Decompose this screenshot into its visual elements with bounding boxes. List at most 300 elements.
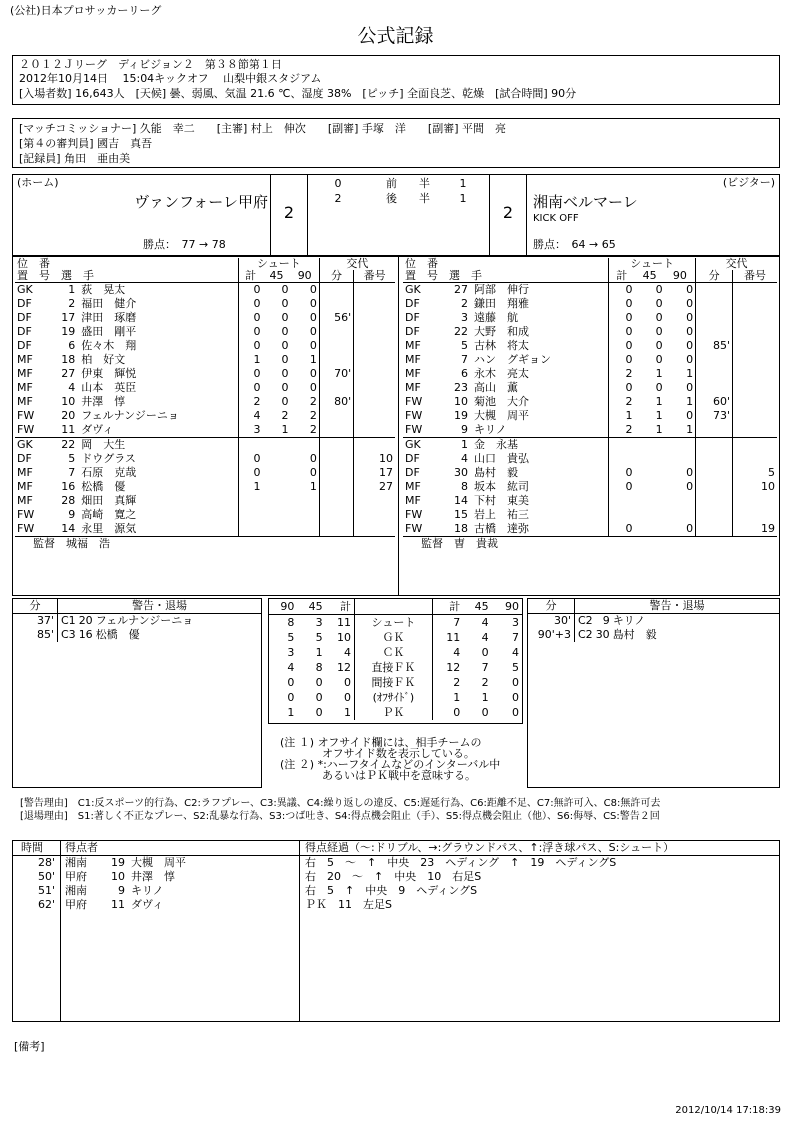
player-name: 福田 健介 [81,297,137,310]
goal-time: 28' [37,856,55,869]
player-sub-minute [696,522,733,537]
player-sub-number [733,381,777,395]
player-sub-number [354,423,395,438]
stats-table [269,599,522,720]
player-sub-minute [319,409,353,423]
player-sub-minute [319,339,353,353]
player-name: 盛田 剛平 [81,325,137,338]
player-name: 遠藤 航 [474,311,519,324]
player-sub-number: 10 [733,480,777,494]
player-sub-number [733,297,777,311]
player-sub-minute [319,283,353,298]
player-sub-number [354,353,395,367]
player-sub-minute: 70' [319,367,353,381]
stat-home-45: 3 [315,616,323,629]
stat-away-total: 2 [432,675,463,690]
goal-team: 甲府 [65,898,87,911]
player-name: 佐々木 翔 [81,339,137,352]
player-number: 1 [48,283,79,298]
player-position: MF [405,353,421,366]
goal-route: 右 5 ↑ 中央 9 ヘディングS [305,884,478,897]
card-detail [58,628,262,642]
player-name: 井澤 惇 [81,395,126,408]
player-sub-number: 10 [354,452,395,466]
player-shots-45: 0 [281,395,289,408]
away-manager: 監督 曺 貴裁 [403,537,777,552]
away-player-row [403,494,777,508]
player-number: 17 [61,311,76,324]
home-player-row [15,466,395,480]
player-shots-45: 2 [281,409,289,422]
player-position: DF [17,297,32,310]
player-name: キリノ [474,423,507,436]
away-header-total: 計 [609,270,635,283]
card-num: 9 [602,614,610,627]
player-position: DF [405,297,420,310]
player-sub-minute [696,466,733,480]
player-name: ダヴィ [81,423,114,436]
player-shots-90 [291,438,320,453]
stat-home-total: 0 [326,675,355,690]
stat-home-45: 0 [315,691,323,704]
stat-home-total: 12 [326,660,355,675]
player-shots-total: 0 [609,297,635,311]
player-name: 金 永基 [472,438,609,453]
player-sub-minute [319,480,353,494]
player-shots-90: 1 [686,395,694,408]
player-sub-minute: 56' [319,311,353,325]
home-score-total: 2 [283,203,295,222]
home-player-row [15,494,395,508]
player-name: 津田 琢磨 [81,311,137,324]
card-detail [575,614,780,629]
stats-row [269,675,522,690]
player-position: FW [17,522,35,535]
goal-time: 51' [37,884,55,897]
player-sub-number [354,438,395,453]
stat-home-90: 4 [287,661,295,674]
player-position: MF [405,480,421,493]
player-sub-minute: 60' [696,395,733,409]
home-player-row [15,283,395,298]
player-sub-number [354,311,395,325]
away-header-pos: 位 番 [405,257,438,270]
away-second-half: 1 [459,192,467,205]
remarks-label: [備考] [14,1040,45,1053]
player-sub-number: 19 [733,522,777,537]
player-shots-45: 0 [635,283,665,298]
player-shots-90 [665,438,696,453]
player-sub-number [354,367,395,381]
stat-home-45: 0 [315,676,323,689]
home-player-row [15,311,395,325]
stat-away-45: 1 [481,691,489,704]
player-sub-number [733,409,777,423]
player-sub-minute [319,508,353,522]
goal-team: 湘南 [65,856,87,869]
player-number: 4 [68,381,76,394]
player-number: 22 [48,438,79,453]
player-shots-total: 2 [609,395,635,409]
stat-label: 直接ＦＫ [371,661,416,674]
player-sub-number [733,325,777,339]
officials-box [12,118,780,168]
player-number: 11 [61,423,76,436]
player-number: 3 [461,311,469,324]
player-number: 9 [461,423,469,436]
player-sub-minute [696,381,733,395]
officials-line-3: [記録員] 角田 亜由美 [19,152,131,165]
home-header-num: 番号 [354,270,395,283]
player-name: 永里 源気 [81,522,137,535]
stat-label: ＰＫ [382,706,405,719]
stat-label: (ｵﾌｻｲﾄﾞ) [372,691,415,704]
player-number: 10 [454,395,469,408]
player-shots-90: 0 [309,367,317,380]
player-shots-90: 0 [309,339,317,352]
player-name: 山口 貴弘 [474,452,530,465]
card-minute: 85' [13,628,58,642]
player-sub-minute [696,494,733,508]
home-player-row [15,409,395,423]
player-sub-minute [696,508,733,522]
goal-route: ＰＫ 11 左足S [305,898,392,911]
player-number: 1 [439,438,473,453]
player-name: 荻 晃太 [79,283,238,298]
stat-away-90: 0 [512,691,519,704]
player-name: ドウグラス [81,452,136,465]
stat-away-90: 0 [512,706,519,719]
stat-home-45: 0 [315,706,323,719]
stat-away-45: 4 [481,616,489,629]
card-code: C1 [61,614,76,627]
away-header-pos2: 置 号 選 手 [405,269,482,282]
player-shots-90 [665,508,696,522]
card-code: C3 [61,628,76,641]
goal-row [13,884,779,898]
player-sub-minute [696,367,733,381]
player-sub-minute: 80' [319,395,353,409]
player-number: 7 [68,466,76,479]
player-shots-90: 0 [309,297,317,310]
away-player-row [403,423,777,438]
player-sub-number [354,325,395,339]
player-sub-number [733,423,777,438]
away-cards-table [528,599,779,642]
player-shots-total [238,522,262,537]
card-num: 30 [595,628,610,641]
player-shots-total: 2 [238,395,262,409]
player-position: FW [17,423,35,436]
goal-player-name: キリノ [131,884,164,897]
player-position: GK [15,283,48,298]
player-name: 古橋 達弥 [474,522,530,535]
player-shots-90: 0 [665,283,696,298]
player-shots-45: 0 [281,311,289,324]
player-sub-minute [696,325,733,339]
stats-away-90-header: 90 [505,600,519,613]
second-half-label: 後 半 [386,192,430,205]
home-card-row [13,628,261,642]
player-shots-90: 1 [309,480,317,493]
player-shots-90: 0 [309,452,317,465]
stat-away-90: 0 [512,676,519,689]
goal-route: 右 20 〜 ↑ 中央 10 右足S [305,870,482,883]
player-sub-number [733,367,777,381]
stats-row [269,645,522,660]
away-player-row [403,339,777,353]
dismissal-reasons: [退場理由] S1:著しく不正なプレー、S2:乱暴な行為、S3:つば吐き、S4:得点機会阻止（手）、S5:得点機会阻止（他）、S6:侮辱、CS:警告２回 [20,811,660,822]
stat-label: ＣＫ [382,646,405,659]
player-sub-minute [319,423,353,438]
home-header-pos: 位 番 [17,257,50,270]
player-shots-total: 0 [238,297,262,311]
home-player-row [15,480,395,494]
player-shots-90: 2 [309,423,317,436]
score-box [12,174,780,256]
player-sub-minute [319,522,353,537]
player-shots-90: 1 [686,367,694,380]
home-header-45: 45 [269,269,284,282]
stats-home-90-header: 90 [280,600,295,613]
player-number: 7 [461,353,469,366]
away-player-row [403,311,777,325]
player-shots-total: 0 [609,353,635,367]
player-sub-minute [696,438,733,453]
player-number: 19 [61,325,76,338]
player-shots-45 [262,480,290,494]
player-position: DF [405,466,420,479]
player-sub-minute [319,297,353,311]
away-lineup-table [403,258,777,551]
player-shots-total: 0 [238,283,262,298]
away-header-45: 45 [642,269,657,282]
player-position: FW [17,409,35,422]
home-player-row [15,438,395,453]
player-name: 坂本 紘司 [474,480,530,493]
player-shots-total: 1 [609,409,635,423]
player-sub-minute [319,494,353,508]
warning-reasons: [警告理由] C1:反スポーツ的行為、C2:ラフプレー、C3:異議、C4:繰り返しの違反、C5:遅延行為、C6:距離不足、C7:無許可入、C8:無許可去 [20,798,661,809]
goals-list [13,856,779,912]
note-1b: オフサイド数を表示している。 [322,747,475,760]
away-header-num: 番号 [733,270,777,283]
player-shots-45: 0 [281,381,289,394]
player-position: FW [405,395,423,408]
player-position: GK [403,438,439,453]
stats-home-45-header: 45 [308,600,323,613]
note-2b: あるいはＰＫ戦中を意味する。 [322,769,476,782]
player-shots-45: 0 [281,353,289,366]
player-number: 5 [68,452,76,465]
player-position: MF [17,353,33,366]
stat-home-90: 0 [287,691,295,704]
card-name: 島村 毅 [612,628,657,641]
player-shots-total: 0 [609,339,635,353]
player-sub-minute [696,311,733,325]
player-shots-45: 0 [281,339,289,352]
away-player-row [403,466,777,480]
player-sub-number [354,339,395,353]
player-shots-90: 1 [309,353,317,366]
home-cards-min-header: 分 [13,599,58,614]
player-shots-45 [635,522,665,537]
officials-line-1: [マッチコミッショナー] 久能 幸二 [主審] 村上 伸次 [副審] 手塚 洋 [副審] 平間 亮 [19,122,506,135]
player-shots-total: 0 [238,339,262,353]
player-shots-45 [262,466,290,480]
player-position: MF [17,367,33,380]
home-header-shoot: シュート [238,258,319,270]
player-name: 岡 大生 [79,438,238,453]
player-shots-45: 0 [655,325,663,338]
player-shots-total: 0 [238,466,262,480]
goal-player-name: ダヴィ [131,898,164,911]
goals-time-header: 時間 [21,841,43,854]
player-sub-number [354,494,395,508]
player-shots-45: 0 [655,311,663,324]
player-sub-number [354,283,395,298]
player-shots-45: 0 [655,297,663,310]
player-sub-number [733,508,777,522]
player-shots-90: 1 [686,423,694,436]
player-shots-total: 1 [238,480,262,494]
home-label: (ホーム) [17,176,59,189]
away-player-row [403,367,777,381]
player-number: 9 [68,508,76,521]
home-header-90: 90 [297,269,312,282]
player-sub-minute: 85' [696,339,733,353]
player-shots-total [609,452,635,466]
stat-home-90: 3 [287,646,295,659]
player-position: FW [405,508,423,521]
home-team-name: ヴァンフォーレ甲府 [134,193,268,211]
away-cards-min-header: 分 [528,599,575,614]
player-sub-minute [696,353,733,367]
player-shots-45 [635,452,665,466]
home-header-sub: 交代 [319,258,395,270]
player-number: 5 [461,339,469,352]
card-minute: 37' [13,614,58,629]
card-code: C2 [578,614,593,627]
player-shots-45 [262,452,290,466]
card-code: C2 [578,628,593,641]
stat-away-total: 4 [432,645,463,660]
player-name: フェルナンジーニョ [81,409,179,422]
player-shots-90: 0 [309,311,317,324]
player-sub-number [733,311,777,325]
player-number: 22 [454,325,469,338]
stat-away-45: 0 [481,646,489,659]
player-shots-total: 0 [238,381,262,395]
player-shots-90: 0 [686,297,694,310]
player-sub-minute [319,353,353,367]
home-player-row [15,452,395,466]
player-shots-total [609,508,635,522]
away-header-shoot: シュート [609,258,696,270]
player-sub-number [733,452,777,466]
home-first-half: 0 [334,177,342,190]
stats-row [269,705,522,720]
card-name: 松橋 優 [95,628,140,641]
home-header-total: 計 [238,270,262,283]
player-shots-90: 0 [686,466,694,479]
card-detail [575,628,780,642]
stat-home-45: 8 [315,661,323,674]
player-sub-number [354,381,395,395]
player-number: 27 [439,283,473,298]
away-team-name: 湘南ベルマーレ [533,193,638,211]
card-minute: 30' [528,614,575,629]
card-num: 20 [78,614,93,627]
player-shots-90 [291,494,320,508]
player-shots-45 [635,480,665,494]
player-shots-90: 0 [686,353,694,366]
stats-row [269,690,522,705]
player-position: DF [17,452,32,465]
player-number: 18 [61,353,76,366]
stat-away-90: 4 [512,646,519,659]
goals-box [12,840,780,1022]
player-number: 28 [61,494,76,507]
player-sub-minute [696,452,733,466]
player-sub-number [354,297,395,311]
away-header-90: 90 [672,269,687,282]
player-sub-minute [319,452,353,466]
player-number: 19 [454,409,469,422]
player-shots-90: 0 [686,480,694,493]
player-position: DF [405,452,420,465]
players-box [12,256,780,596]
player-shots-total: 0 [609,480,635,494]
away-card-row [528,628,779,642]
player-position: DF [17,311,32,324]
stat-label: 間接ＦＫ [371,676,416,689]
player-shots-total [238,438,262,453]
player-shots-90 [291,522,320,537]
player-shots-total: 0 [238,452,262,466]
player-shots-total: 0 [609,325,635,339]
player-shots-45: 0 [262,283,290,298]
home-lineup [15,258,395,551]
player-shots-90 [291,508,320,522]
stats-away-total-header: 計 [432,599,463,615]
note-1a: (注 １) オフサイド欄には、相手チームの [280,736,482,749]
card-num: 16 [78,628,93,641]
home-points: 勝点： 77 → 78 [143,238,226,251]
player-shots-45: 0 [281,367,289,380]
player-position: MF [17,494,33,507]
stat-label: ＧＫ [382,631,405,644]
player-sub-minute [319,325,353,339]
player-sub-number [733,438,777,453]
player-sub-number: 5 [733,466,777,480]
player-shots-total: 0 [238,325,262,339]
player-name: 高崎 寛之 [81,508,137,521]
player-shots-total: 1 [238,353,262,367]
stat-home-total: 4 [326,645,355,660]
player-number: 27 [61,367,76,380]
home-player-row [15,508,395,522]
stat-home-total: 11 [326,615,355,631]
player-name: 畑田 真輝 [81,494,137,507]
away-label: (ビジター) [722,176,775,189]
away-player-row [403,381,777,395]
goal-team: 甲府 [65,870,87,883]
stat-home-total: 10 [326,630,355,645]
player-shots-total [238,494,262,508]
player-shots-45 [262,508,290,522]
goal-row [13,898,779,912]
